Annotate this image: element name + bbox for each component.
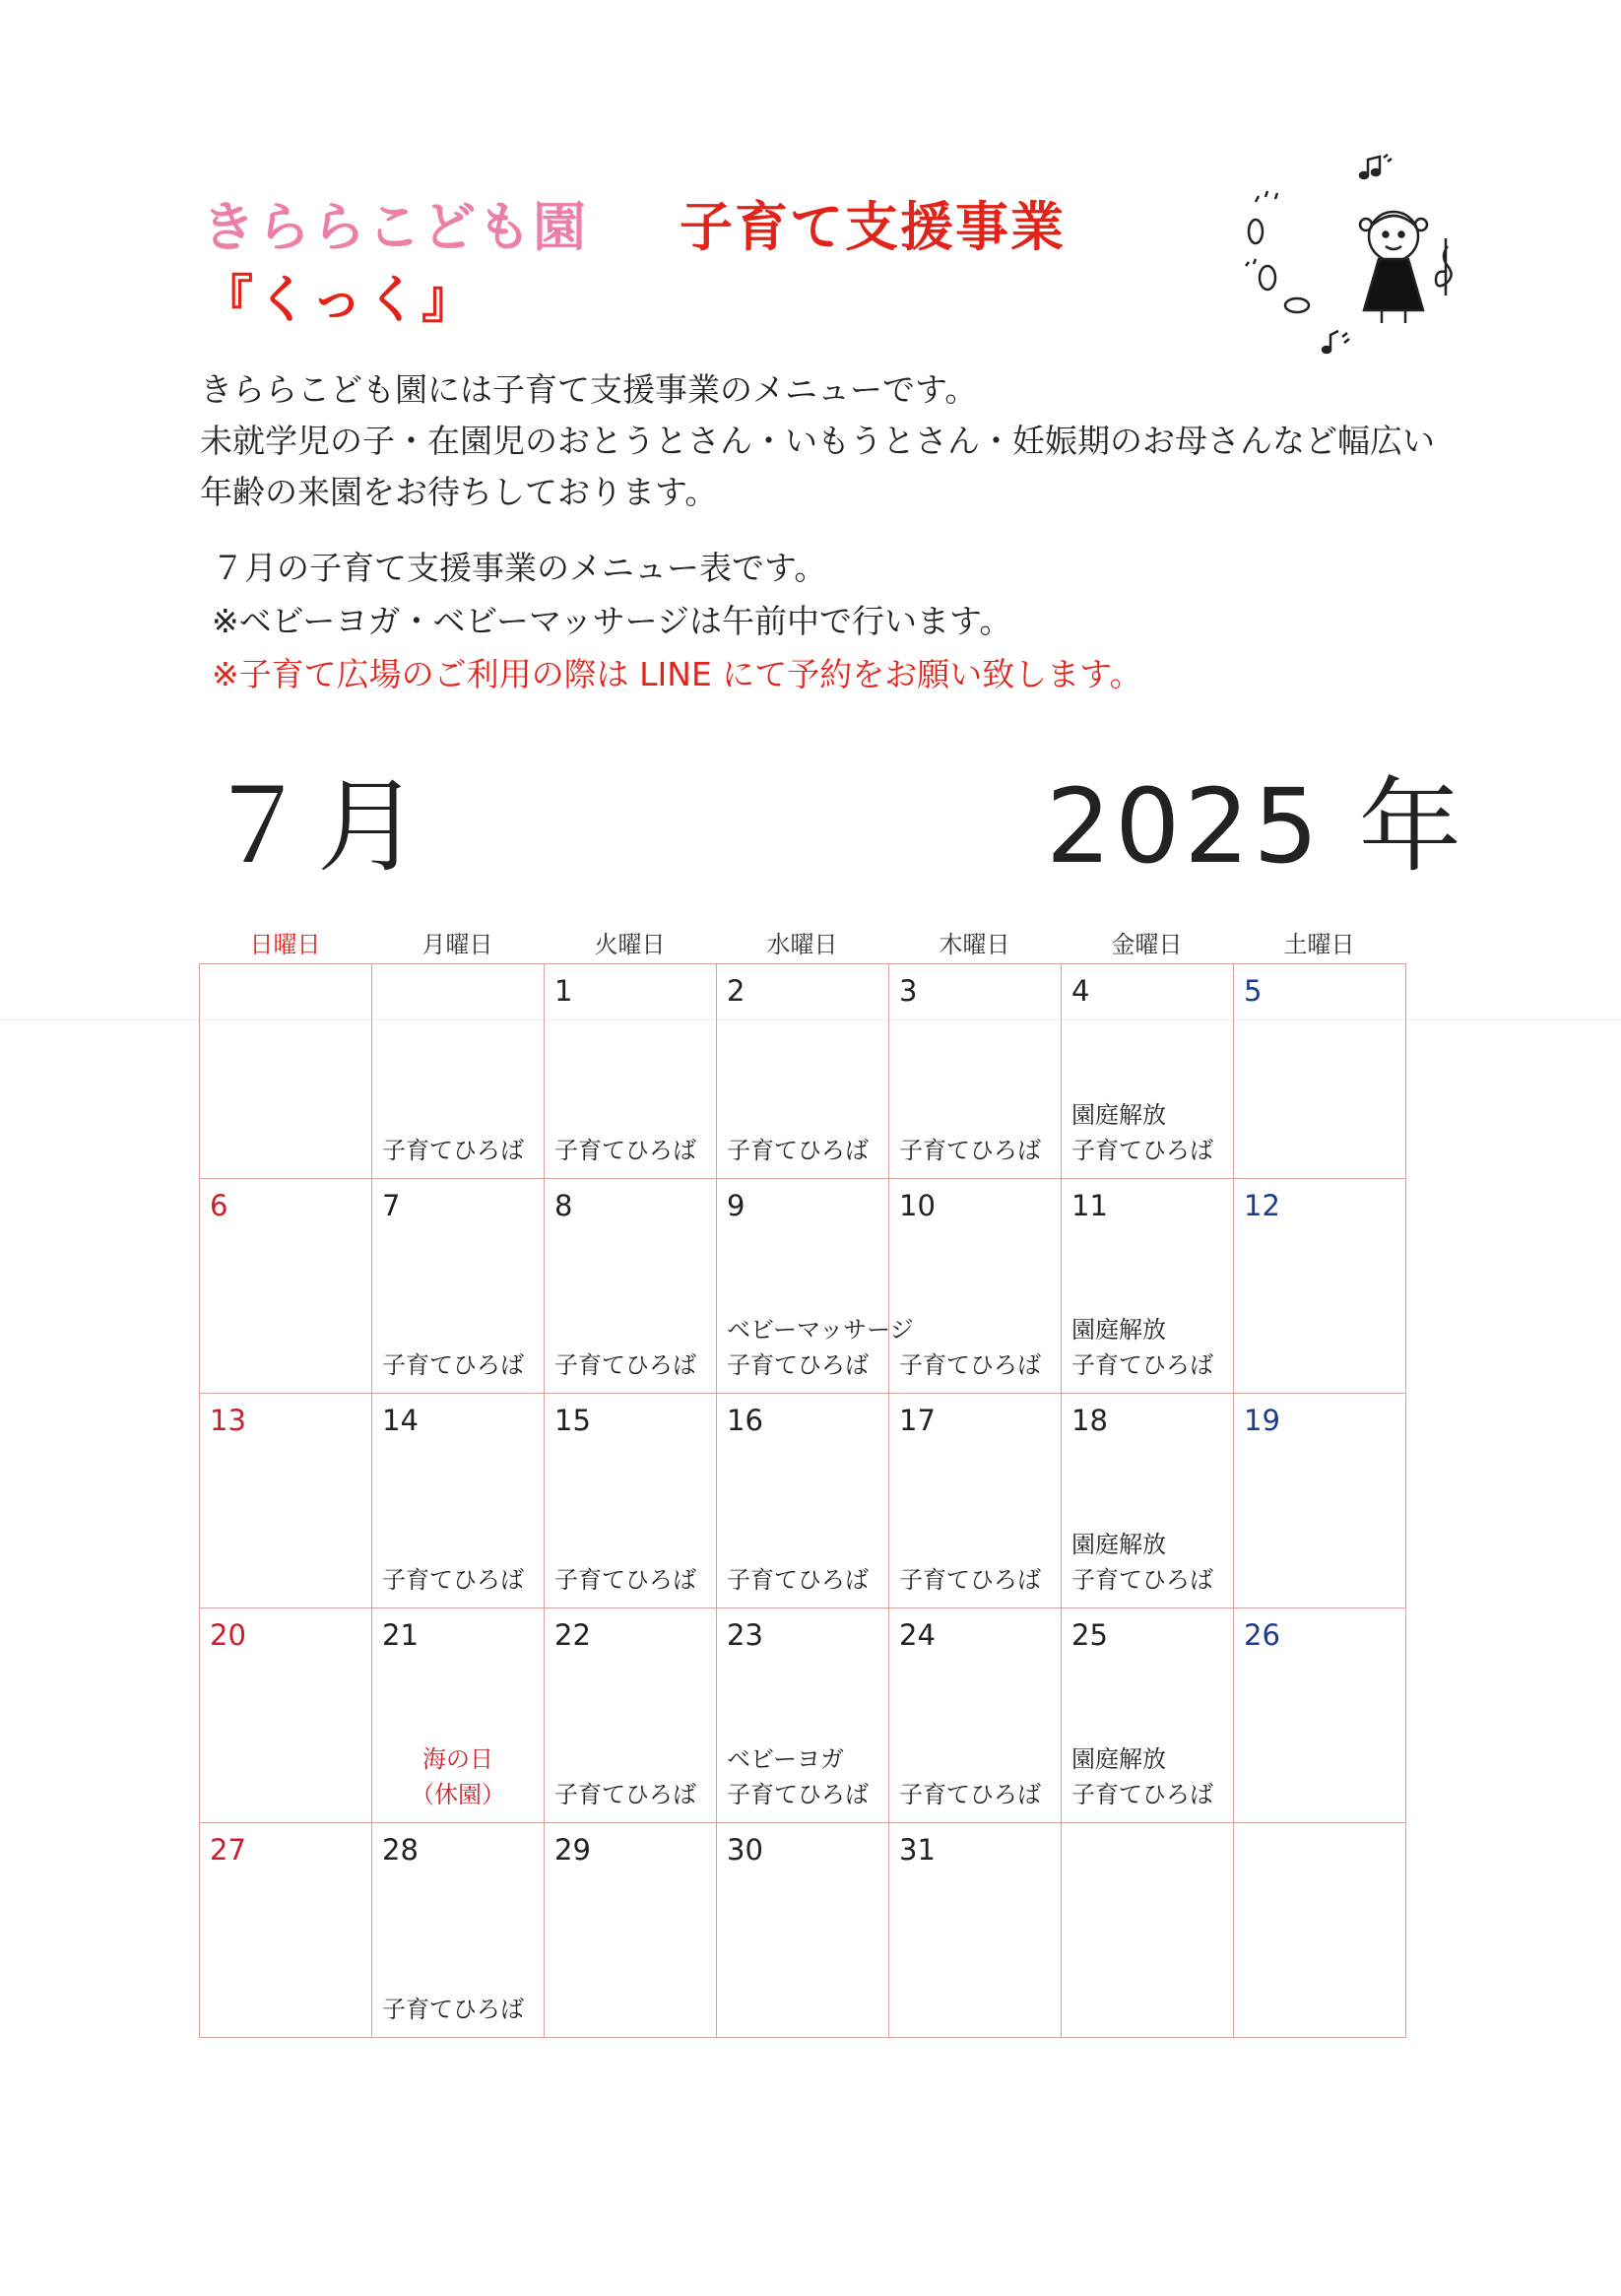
day-number: 28	[382, 1833, 419, 1867]
event-label: 子育てひろば	[382, 1566, 524, 1594]
day-events	[899, 1777, 1057, 1812]
event-label: ベビーマッサージ	[727, 1316, 914, 1344]
calendar-day-cell	[1234, 964, 1406, 1179]
calendar-day-cell	[889, 964, 1062, 1179]
event-label: 子育てひろば	[554, 1137, 696, 1164]
day-number: 3	[899, 974, 918, 1008]
calendar-day-cell	[372, 1179, 545, 1394]
weekday-label: 日曜日	[249, 931, 321, 958]
day-events	[554, 1133, 712, 1168]
holiday-label: 海の日	[422, 1745, 493, 1773]
holiday-label: （休園）	[411, 1781, 505, 1808]
day-number: 16	[727, 1404, 763, 1437]
day-events	[382, 1992, 540, 2027]
calendar-day-cell	[1234, 1608, 1406, 1823]
event-label: 子育てひろば	[382, 1996, 524, 2023]
reservation-notice: ※子育て広場のご利用の際は LINE にて予約をお願い致します。	[212, 655, 1142, 693]
calendar-day-cell	[200, 1823, 372, 2038]
note-line: ※ベビーヨガ・ベビーマッサージは午前中で行います。	[212, 602, 1012, 640]
calendar-day-cell	[200, 1394, 372, 1608]
intro-line: きららこども園には子育て支援事業のメニューです。	[200, 370, 978, 409]
day-events	[899, 1562, 1057, 1598]
calendar-day-cell	[1062, 1823, 1234, 2038]
calendar-day-cell	[1062, 1179, 1234, 1394]
brand-name: きららこども園	[202, 196, 588, 258]
day-number: 18	[1071, 1404, 1108, 1437]
calendar-day-cell	[717, 1179, 914, 1394]
day-number: 24	[899, 1618, 936, 1652]
day-number: 1	[554, 974, 573, 1008]
day-events	[727, 1741, 884, 1812]
event-label: 子育てひろば	[554, 1781, 696, 1808]
calendar-day-cell	[1062, 1608, 1234, 1823]
notes-text	[212, 542, 1142, 701]
event-label: 子育てひろば	[727, 1137, 869, 1164]
calendar-day-cell	[717, 1394, 889, 1608]
day-number: 22	[554, 1618, 591, 1652]
day-events	[372, 1741, 544, 1812]
calendar-day-cell	[889, 1823, 1062, 2038]
calendar-day-cell	[200, 1608, 372, 1823]
calendar-day-cell	[372, 964, 545, 1179]
calendar-day-cell	[717, 1823, 889, 2038]
day-number: 13	[210, 1404, 246, 1437]
event-label: 子育てひろば	[899, 1137, 1041, 1164]
weekday-label: 火曜日	[594, 931, 666, 958]
day-events	[727, 1133, 884, 1168]
event-label: 子育てひろば	[899, 1351, 1041, 1379]
day-number: 19	[1244, 1404, 1280, 1437]
day-events	[899, 1133, 1057, 1168]
day-events	[1071, 1741, 1229, 1812]
footprint-icon	[1246, 191, 1309, 312]
weekday-label: 月曜日	[421, 931, 493, 958]
weekday-label: 土曜日	[1283, 931, 1355, 958]
day-number: 20	[210, 1618, 246, 1652]
calendar-day-cell	[200, 1179, 372, 1394]
day-events	[899, 1347, 1057, 1383]
calendar-day-cell	[717, 1608, 889, 1823]
program-name: 『くっく』	[202, 271, 477, 330]
calendar-day-cell	[545, 964, 717, 1179]
day-number: 26	[1244, 1618, 1280, 1652]
day-number: 9	[727, 1189, 746, 1222]
calendar-day-cell	[545, 1608, 717, 1823]
day-number: 2	[727, 974, 746, 1008]
day-events	[554, 1562, 712, 1598]
day-number: 11	[1071, 1189, 1108, 1222]
calendar-day-cell	[545, 1823, 717, 2038]
day-number: 4	[1071, 974, 1090, 1008]
treble-clef-icon	[1436, 238, 1452, 295]
day-events	[727, 1312, 914, 1383]
day-number: 7	[382, 1189, 401, 1222]
weekday-label: 木曜日	[939, 931, 1010, 958]
calendar-day-cell	[1062, 1394, 1234, 1608]
calendar-day-cell	[200, 964, 372, 1179]
event-label: 子育てひろば	[727, 1566, 869, 1594]
calendar-day-cell	[372, 1394, 545, 1608]
calendar-day-cell	[1234, 1823, 1406, 2038]
day-events	[554, 1777, 712, 1812]
day-number: 25	[1071, 1618, 1108, 1652]
day-number: 17	[899, 1404, 936, 1437]
day-events	[382, 1347, 540, 1383]
day-number: 5	[1244, 974, 1263, 1008]
intro-line: 未就学児の子・在園児のおとうとさん・いもうとさん・妊娠期のお母さんなど幅広い	[200, 422, 1435, 460]
day-number: 12	[1244, 1189, 1280, 1222]
music-note-icon	[1360, 155, 1392, 178]
calendar-day-cell	[372, 1608, 545, 1823]
calendar-day-cell	[545, 1394, 717, 1608]
calendar-day-cell	[889, 1608, 1062, 1823]
year-heading: 2025 年	[1046, 766, 1465, 886]
day-number: 6	[210, 1189, 228, 1222]
event-label: 子育てひろば	[727, 1781, 869, 1808]
calendar-day-cell	[717, 964, 889, 1179]
child-face-icon	[1369, 212, 1418, 261]
event-label: 子育てひろば	[382, 1137, 524, 1164]
day-events	[1071, 1312, 1229, 1383]
intro-text	[200, 364, 1435, 518]
day-number: 23	[727, 1618, 763, 1652]
day-number: 8	[554, 1189, 573, 1222]
event-label: 子育てひろば	[899, 1566, 1041, 1594]
weekday-label: 水曜日	[766, 931, 838, 958]
event-label: 子育てひろば	[899, 1781, 1041, 1808]
day-number: 29	[554, 1833, 591, 1867]
weekday-header-row	[199, 926, 1406, 963]
calendar-day-cell	[545, 1179, 717, 1394]
calendar-day-cell	[1234, 1179, 1406, 1394]
page-title: 子育て支援事業	[680, 196, 1066, 258]
month-heading: ７月	[207, 766, 428, 886]
event-label: 園庭解放	[1071, 1316, 1166, 1344]
event-label: 子育てひろば	[1071, 1566, 1213, 1594]
event-label: 園庭解放	[1071, 1745, 1166, 1773]
event-label: 子育てひろば	[554, 1566, 696, 1594]
event-label: 園庭解放	[1071, 1101, 1166, 1129]
event-label: 子育てひろば	[1071, 1781, 1213, 1808]
calendar-day-cell	[1062, 964, 1234, 1179]
day-events	[382, 1562, 540, 1598]
day-number: 27	[210, 1833, 246, 1867]
event-label: 園庭解放	[1071, 1531, 1166, 1558]
event-label: ベビーヨガ	[727, 1745, 845, 1773]
event-label: 子育てひろば	[382, 1351, 524, 1379]
note-line: ７月の子育て支援事業のメニュー表です。	[212, 549, 827, 587]
day-number: 31	[899, 1833, 936, 1867]
calendar-day-cell	[372, 1823, 545, 2038]
day-events	[727, 1562, 884, 1598]
event-label: 子育てひろば	[1071, 1137, 1213, 1164]
day-events	[1071, 1527, 1229, 1598]
day-events	[554, 1347, 712, 1383]
day-events	[1071, 1097, 1229, 1168]
day-number: 14	[382, 1404, 419, 1437]
day-number: 15	[554, 1404, 591, 1437]
weekday-label: 金曜日	[1111, 931, 1183, 958]
music-note-icon	[1323, 331, 1349, 353]
event-label: 子育てひろば	[727, 1351, 869, 1379]
intro-line: 年齢の来園をお待ちしております。	[200, 473, 718, 511]
calendar-day-cell	[1234, 1394, 1406, 1608]
event-label: 子育てひろば	[554, 1351, 696, 1379]
calendar-day-cell	[889, 1394, 1062, 1608]
calendar-grid	[199, 963, 1406, 2038]
day-number: 30	[727, 1833, 763, 1867]
event-label: 子育てひろば	[1071, 1351, 1213, 1379]
day-number: 21	[382, 1618, 419, 1652]
day-number: 10	[899, 1189, 936, 1222]
child-music-illustration	[1236, 148, 1462, 374]
calendar-day-cell	[889, 1179, 1062, 1394]
day-events	[382, 1133, 540, 1168]
calendar	[199, 926, 1406, 2038]
